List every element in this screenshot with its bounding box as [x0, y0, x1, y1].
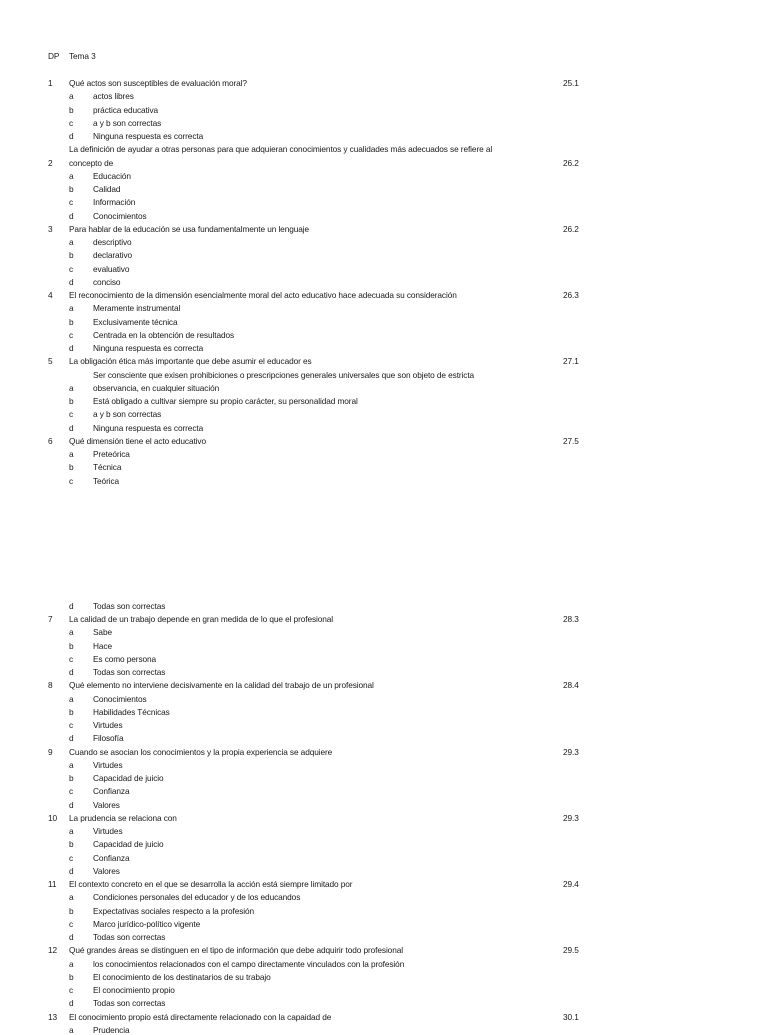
option-text: Ninguna respuesta es correcta: [93, 343, 204, 353]
option-text: Filosofía: [93, 733, 124, 743]
question-number: 9: [48, 747, 53, 757]
option-text: El conocimiento propio: [93, 985, 175, 995]
option-letter: b: [69, 250, 74, 260]
option-text: Condiciones personales del educador y de los educandos: [93, 892, 301, 902]
question-number: 3: [48, 224, 53, 234]
option-letter: b: [69, 641, 74, 651]
option-letter: a: [69, 171, 74, 181]
option-text: Preteórica: [93, 449, 130, 459]
option-text: Virtudes: [93, 760, 123, 770]
option-text: Virtudes: [93, 720, 123, 730]
option-letter: c: [69, 985, 74, 995]
option-letter: b: [69, 317, 74, 327]
option-text: Habilidades Técnicas: [93, 707, 170, 717]
question-text: Qué grandes áreas se distinguen en el tipo de información que debe adquirir todo profesional: [69, 945, 403, 955]
question-text: Qué dimensión tiene el acto educativo: [69, 436, 206, 446]
question-number: 4: [48, 290, 53, 300]
question-text: Cuando se asocian los conocimientos y la propia experiencia se adquiere: [69, 747, 333, 757]
question-text: El conocimiento propio está directamente relacionado con la capaidad de: [69, 1012, 332, 1022]
option-letter: b: [69, 184, 74, 194]
question-number: 13: [48, 1012, 58, 1022]
question-text: La obligación ética más importante que debe asumir el educador es: [69, 356, 312, 366]
page-reference: 29.3: [563, 747, 579, 757]
option-text: Conocimientos: [93, 211, 147, 221]
option-letter: b: [69, 773, 74, 783]
option-text: Confianza: [93, 853, 130, 863]
option-letter: a: [69, 826, 74, 836]
option-letter: d: [69, 277, 74, 287]
question-number: 11: [48, 879, 57, 889]
option-text: Meramente instrumental: [93, 303, 181, 313]
option-text: Técnica: [93, 462, 122, 472]
option-text: Es como persona: [93, 654, 157, 664]
option-letter: d: [69, 667, 74, 677]
option-text: actos libres: [93, 91, 134, 101]
option-letter: d: [69, 343, 74, 353]
page-reference: 27.1: [563, 356, 579, 366]
option-letter: c: [69, 409, 74, 419]
option-text: a y b son correctas: [93, 409, 162, 419]
question-number: 5: [48, 356, 53, 366]
option-letter: c: [69, 720, 74, 730]
option-text: Todas son correctas: [93, 998, 166, 1008]
question-number: 1: [48, 78, 53, 88]
option-letter: d: [69, 800, 74, 810]
option-letter: b: [69, 972, 74, 982]
option-text: Todas son correctas: [93, 932, 166, 942]
option-letter: b: [69, 839, 74, 849]
option-letter: c: [69, 919, 74, 929]
option-letter: a: [69, 383, 74, 393]
option-text: Teórica: [93, 476, 120, 486]
question-text: concepto de: [69, 158, 114, 168]
option-text: Calidad: [93, 184, 121, 194]
option-text: Capacidad de juicio: [93, 773, 164, 783]
option-letter: d: [69, 211, 74, 221]
option-text: conciso: [93, 277, 121, 287]
option-letter: a: [69, 303, 74, 313]
option-letter: c: [69, 476, 74, 486]
option-text: Valores: [93, 800, 120, 810]
question-text: La calidad de un trabajo depende en gran medida de lo que el profesional: [69, 614, 334, 624]
page-reference: 27.5: [563, 436, 579, 446]
question-text: La definición de ayudar a otras personas para que adquieran conocimientos y cualidades más adecuados se refiere al: [69, 144, 493, 154]
option-letter: d: [69, 601, 74, 611]
option-text: Expectativas sociales respecto a la profesión: [93, 906, 255, 916]
option-text: Educación: [93, 171, 131, 181]
option-text: Ser consciente que exisen prohibiciones o prescripciones generales universales que son objeto de estricta: [93, 370, 475, 380]
option-text: Prudencia: [93, 1025, 130, 1035]
question-text: El contexto concreto en el que se desarrolla la acción está siempre limitado por: [69, 879, 353, 889]
option-text: Hace: [93, 641, 112, 651]
option-text: Está obligado a cultivar siempre su propio carácter, su personalidad moral: [93, 396, 358, 406]
header-title: Tema 3: [69, 51, 96, 61]
option-letter: d: [69, 131, 74, 141]
option-letter: b: [69, 906, 74, 916]
question-number: 10: [48, 813, 58, 823]
option-text: Ninguna respuesta es correcta: [93, 423, 204, 433]
option-text: descriptivo: [93, 237, 132, 247]
page-reference: 30.1: [563, 1012, 579, 1022]
question-number: 6: [48, 436, 53, 446]
option-letter: a: [69, 627, 74, 637]
option-letter: d: [69, 423, 74, 433]
page-reference: 29.3: [563, 813, 579, 823]
option-letter: d: [69, 932, 74, 942]
option-text: Todas son correctas: [93, 601, 166, 611]
option-text: Información: [93, 197, 136, 207]
option-letter: a: [69, 91, 74, 101]
option-letter: c: [69, 330, 74, 340]
question-text: Qué elemento no interviene decisivamente en la calidad del trabajo de un profesional: [69, 680, 374, 690]
option-letter: c: [69, 264, 74, 274]
option-text: evaluativo: [93, 264, 130, 274]
question-number: 8: [48, 680, 53, 690]
page-reference: 29.4: [563, 879, 579, 889]
page-reference: 28.4: [563, 680, 579, 690]
option-letter: c: [69, 654, 74, 664]
option-text: Sabe: [93, 627, 112, 637]
page-reference: 29.5: [563, 945, 579, 955]
option-text: Capacidad de juicio: [93, 839, 164, 849]
option-text: El conocimiento de los destinatarios de su trabajo: [93, 972, 271, 982]
question-number: 2: [48, 158, 53, 168]
option-letter: a: [69, 892, 74, 902]
question-text: La prudencia se relaciona con: [69, 813, 177, 823]
option-letter: c: [69, 853, 74, 863]
option-letter: c: [69, 118, 74, 128]
header-code: DP: [48, 51, 60, 61]
option-letter: a: [69, 760, 74, 770]
option-text: declarativo: [93, 250, 133, 260]
question-number: 12: [48, 945, 58, 955]
question-text: El reconocimiento de la dimensión esencialmente moral del acto educativo hace adecuada su consideración: [69, 290, 457, 300]
option-letter: a: [69, 449, 74, 459]
option-text: observancia, en cualquier situación: [93, 383, 220, 393]
question-text: Para hablar de la educación se usa fundamentalmente un lenguaje: [69, 224, 310, 234]
option-letter: b: [69, 396, 74, 406]
page-reference: 25.1: [563, 78, 579, 88]
option-letter: a: [69, 237, 74, 247]
option-letter: a: [69, 959, 74, 969]
question-number: 7: [48, 614, 53, 624]
option-letter: a: [69, 694, 74, 704]
option-text: práctica educativa: [93, 105, 159, 115]
option-text: Todas son correctas: [93, 667, 166, 677]
page-reference: 26.3: [563, 290, 579, 300]
option-text: Confianza: [93, 786, 130, 796]
option-letter: d: [69, 733, 74, 743]
page-reference: 26.2: [563, 224, 579, 234]
option-letter: b: [69, 707, 74, 717]
option-text: Valores: [93, 866, 120, 876]
page-reference: 26.2: [563, 158, 579, 168]
option-letter: c: [69, 197, 74, 207]
option-text: Centrada en la obtención de resultados: [93, 330, 235, 340]
option-letter: c: [69, 786, 74, 796]
option-text: los conocimientos relacionados con el campo directamente vinculados con la profesión: [93, 959, 405, 969]
option-letter: b: [69, 105, 74, 115]
option-text: Exclusivamente técnica: [93, 317, 178, 327]
option-letter: b: [69, 462, 74, 472]
option-text: Marco jurídico-político vigente: [93, 919, 201, 929]
option-letter: d: [69, 998, 74, 1008]
option-letter: d: [69, 866, 74, 876]
option-letter: a: [69, 1025, 74, 1035]
question-text: Qué actos son susceptibles de evaluación moral?: [69, 78, 247, 88]
option-text: Conocimientos: [93, 694, 147, 704]
option-text: Virtudes: [93, 826, 123, 836]
option-text: a y b son correctas: [93, 118, 162, 128]
option-text: Ninguna respuesta es correcta: [93, 131, 204, 141]
page-reference: 28.3: [563, 614, 579, 624]
